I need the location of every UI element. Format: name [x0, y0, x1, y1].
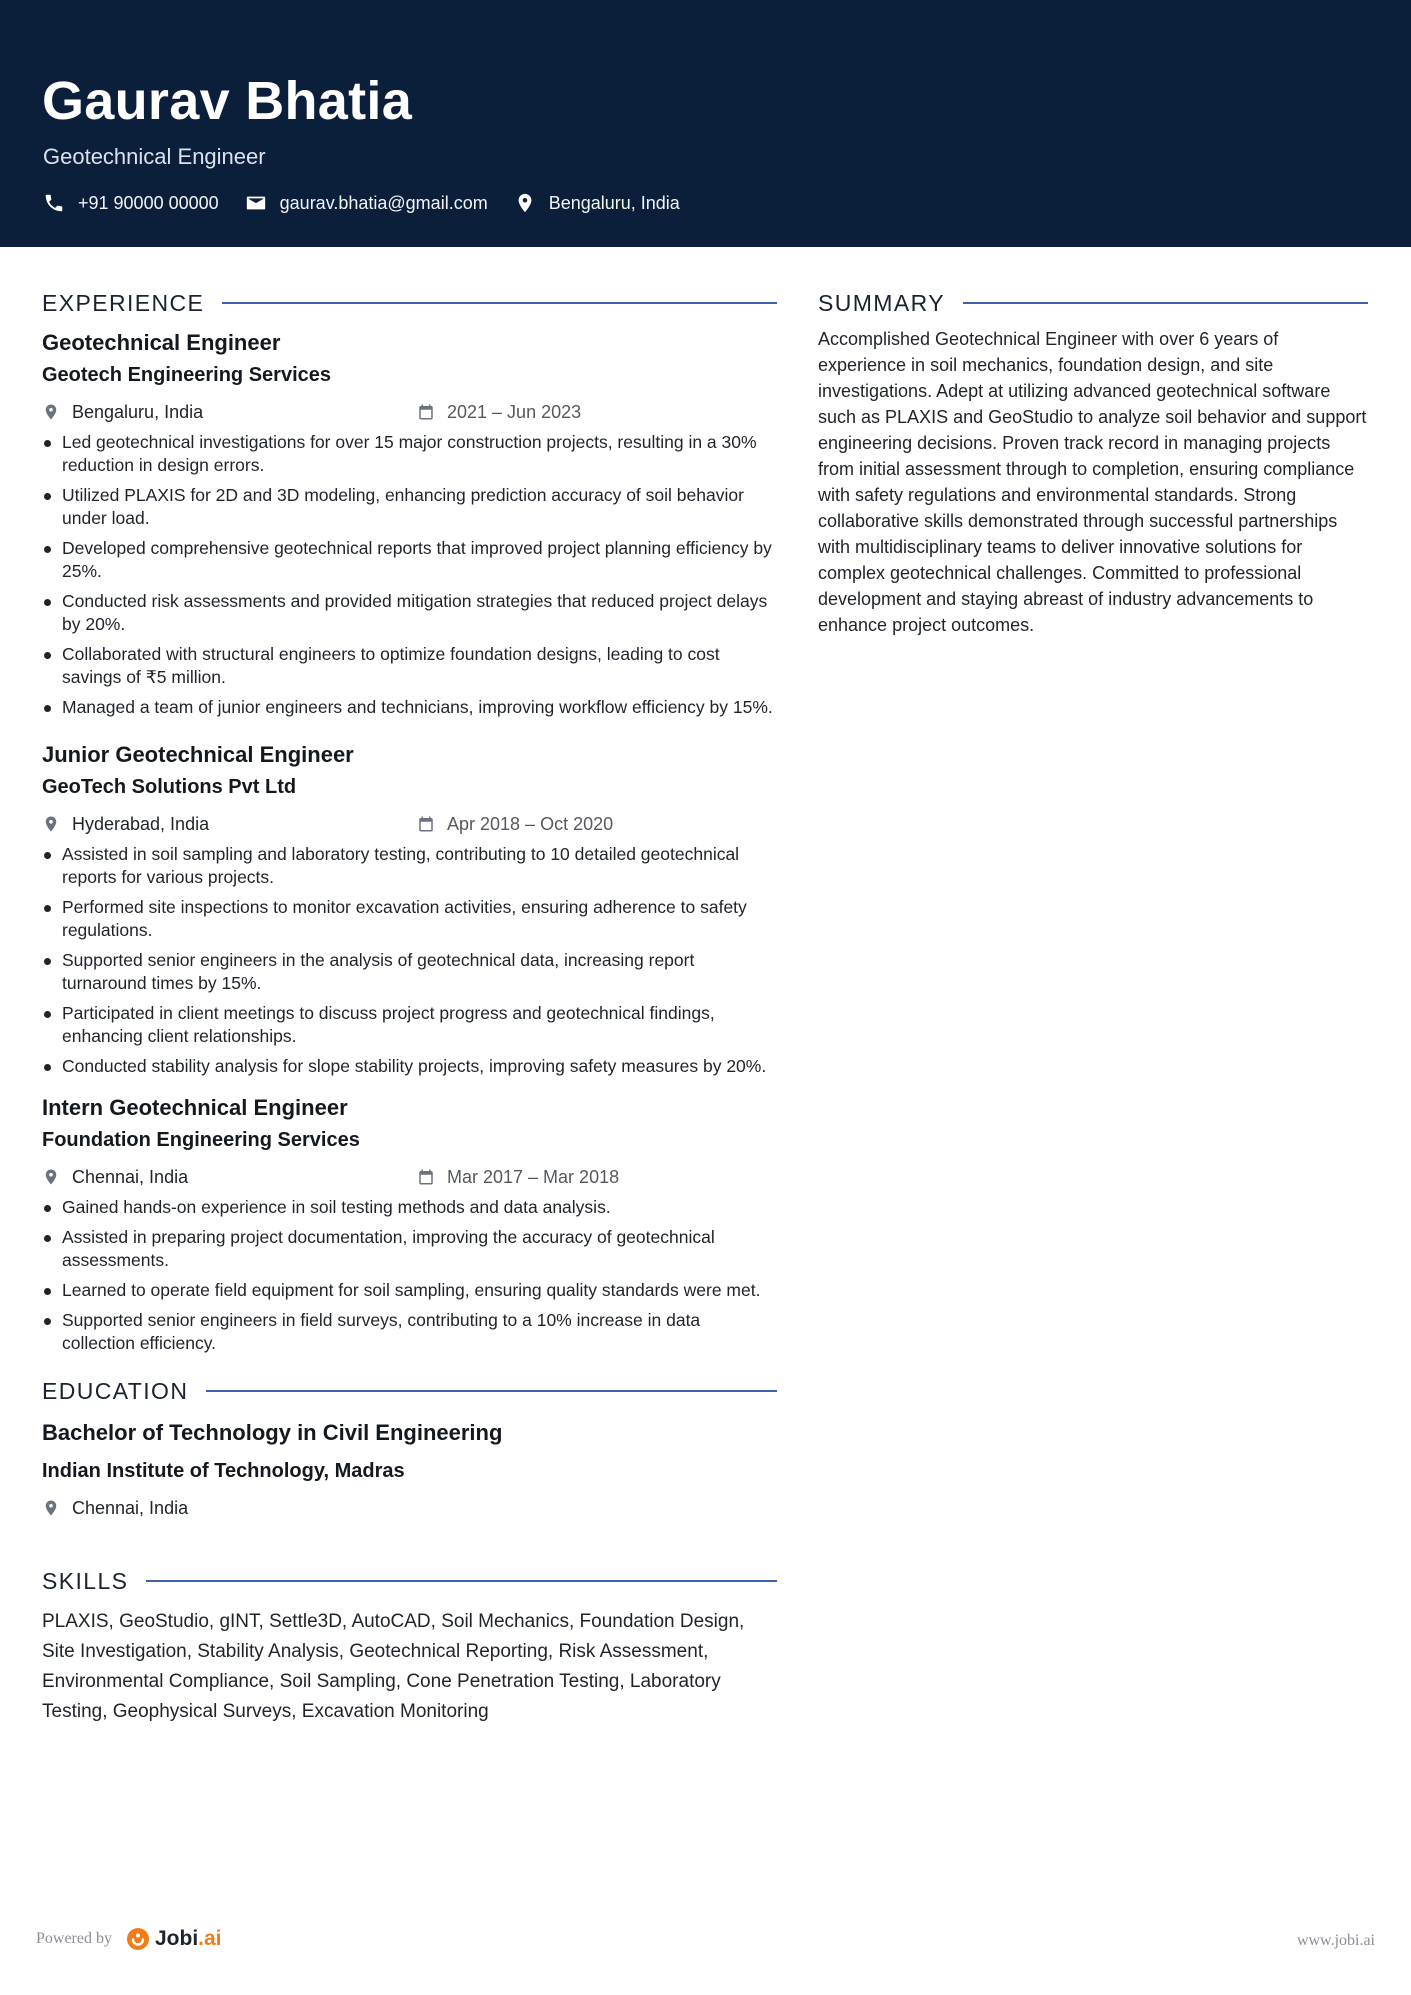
jobi-logo-icon	[126, 1927, 150, 1951]
job-bullets	[42, 1196, 777, 1355]
section-rule	[206, 1390, 777, 1392]
location-pin-icon	[42, 1168, 60, 1186]
list-item: Led geotechnical investigations for over 15 major construction projects, resulting in a 30% reduction in design errors.	[42, 431, 777, 477]
summary-text: Accomplished Geotechnical Engineer with over 6 years of experience in soil mechanics, foundation design, and site investigations. Adept at utilizing advanced geotechnical software such as PLAXIS and GeoStudio to analyze soil behavior and support engineering decisions. Proven track record in managing projects from initial assessment through to completion, ensuring compliance with safety regulations and environmental standards. Strong collaborative skills demonstrated through successful partnerships with multidisciplinary teams to deliver innovative solutions for complex geotechnical challenges. Committed to professional development and staying abreast of industry advancements to enhance project outcomes.	[818, 329, 1367, 635]
job-dates-text: Apr 2018 – Oct 2020	[447, 813, 614, 834]
job-meta	[42, 1160, 777, 1194]
phone-text: +91 90000 00000	[78, 192, 219, 213]
job-location-text: Bengaluru, India	[72, 401, 204, 422]
email-text: gaurav.bhatia@gmail.com	[279, 192, 488, 213]
job-dates	[417, 814, 613, 835]
job-bullets	[42, 843, 777, 1078]
education-heading	[42, 1373, 777, 1409]
brand-suffix: .ai	[198, 1927, 222, 1950]
mail-icon	[245, 192, 267, 214]
job-company: Geotech Engineering Services	[42, 364, 331, 386]
candidate-name: Gaurav Bhatia	[42, 71, 413, 131]
job-company: GeoTech Solutions Pvt Ltd	[42, 776, 297, 798]
job-company: Foundation Engineering Services	[42, 1129, 360, 1151]
contact-location	[514, 192, 680, 214]
education-meta	[42, 1491, 777, 1525]
right-column	[818, 285, 1368, 638]
list-item: Gained hands-on experience in soil testing methods and data analysis.	[42, 1196, 777, 1219]
section-title: SUMMARY	[818, 289, 945, 316]
calendar-icon	[417, 403, 435, 421]
summary-heading	[818, 285, 1368, 321]
location-text: Bengaluru, India	[548, 192, 680, 213]
job-location-text: Hyderabad, India	[72, 813, 210, 834]
contact-email[interactable]	[245, 192, 488, 214]
job-entry	[42, 327, 777, 719]
list-item: Participated in client meetings to discuss project progress and geotechnical findings, enhancing client relationships.	[42, 1002, 777, 1048]
list-item: Supported senior engineers in field surveys, contributing to a 10% increase in data collection efficiency.	[42, 1309, 777, 1355]
list-item: Conducted risk assessments and provided mitigation strategies that reduced project delays by 20%.	[42, 590, 777, 636]
location-pin-icon	[42, 403, 60, 421]
job-dates	[417, 1167, 619, 1188]
job-dates-text: 2021 – Jun 2023	[447, 401, 582, 422]
job-title: Intern Geotechnical Engineer	[42, 1095, 348, 1120]
job-dates	[417, 402, 581, 423]
calendar-icon	[417, 1168, 435, 1186]
contact-phone[interactable]	[43, 192, 219, 214]
education-location-text: Chennai, India	[72, 1497, 189, 1518]
job-location-text: Chennai, India	[72, 1166, 189, 1187]
job-location	[42, 814, 417, 835]
education-degree: Bachelor of Technology in Civil Engineering	[42, 1420, 503, 1445]
section-title: EDUCATION	[42, 1377, 189, 1404]
job-title: Junior Geotechnical Engineer	[42, 742, 354, 767]
job-meta	[42, 395, 777, 429]
location-pin-icon	[42, 1499, 60, 1517]
job-location	[42, 402, 417, 423]
jobi-brand-link[interactable]	[126, 1927, 222, 1951]
list-item: Performed site inspections to monitor excavation activities, ensuring adherence to safety regulations.	[42, 896, 777, 942]
footer-powered-by	[36, 1927, 222, 1951]
footer-website[interactable]: www.jobi.ai	[1296, 1932, 1375, 1949]
skills-list: PLAXIS, GeoStudio, gINT, Settle3D, AutoCAD, Soil Mechanics, Foundation Design, Site Investigation, Stability Analysis, Geotechnical Reporting, Risk Assessment, Environmental Compliance, Soil Sampling, Cone Penetration Testing, Laboratory Testing, Geophysical Surveys, Excavation Monitoring	[42, 1611, 745, 1722]
education-location	[42, 1498, 417, 1519]
education-school: Indian Institute of Technology, Madras	[42, 1460, 405, 1482]
powered-by-label: Powered by	[36, 1930, 112, 1947]
job-entry	[42, 1092, 777, 1355]
location-pin-icon	[514, 192, 536, 214]
contact-row	[43, 192, 706, 214]
job-entry	[42, 739, 777, 1078]
section-rule	[963, 302, 1368, 304]
candidate-title: Geotechnical Engineer	[43, 144, 266, 169]
list-item: Developed comprehensive geotechnical reports that improved project planning efficiency by 25%.	[42, 537, 777, 583]
section-rule	[222, 302, 777, 304]
section-title: SKILLS	[42, 1567, 129, 1594]
list-item: Assisted in soil sampling and laboratory testing, contributing to 10 detailed geotechnical reports for various projects.	[42, 843, 777, 889]
job-dates-text: Mar 2017 – Mar 2018	[447, 1166, 620, 1187]
calendar-icon	[417, 815, 435, 833]
list-item: Collaborated with structural engineers to optimize foundation designs, leading to cost savings of ₹5 million.	[42, 643, 777, 689]
job-title: Geotechnical Engineer	[42, 330, 281, 355]
list-item: Managed a team of junior engineers and technicians, improving workflow efficiency by 15%.	[42, 696, 777, 719]
skills-heading	[42, 1563, 777, 1599]
location-pin-icon	[42, 815, 60, 833]
section-rule	[146, 1580, 777, 1582]
job-bullets	[42, 431, 777, 719]
list-item: Conducted stability analysis for slope stability projects, improving safety measures by 20%.	[42, 1055, 777, 1078]
brand-name: Jobi	[154, 1927, 199, 1950]
job-location	[42, 1167, 417, 1188]
phone-icon	[43, 192, 65, 214]
experience-heading	[42, 285, 777, 321]
left-column	[42, 285, 777, 1727]
list-item: Learned to operate field equipment for soil sampling, ensuring quality standards were met.	[42, 1279, 777, 1302]
list-item: Utilized PLAXIS for 2D and 3D modeling, enhancing prediction accuracy of soil behavior under load.	[42, 484, 777, 530]
section-title: EXPERIENCE	[42, 289, 205, 316]
list-item: Assisted in preparing project documentation, improving the accuracy of geotechnical assessments.	[42, 1226, 777, 1272]
list-item: Supported senior engineers in the analysis of geotechnical data, increasing report turnaround times by 15%.	[42, 949, 777, 995]
resume-header	[0, 0, 1411, 247]
job-meta	[42, 807, 777, 841]
